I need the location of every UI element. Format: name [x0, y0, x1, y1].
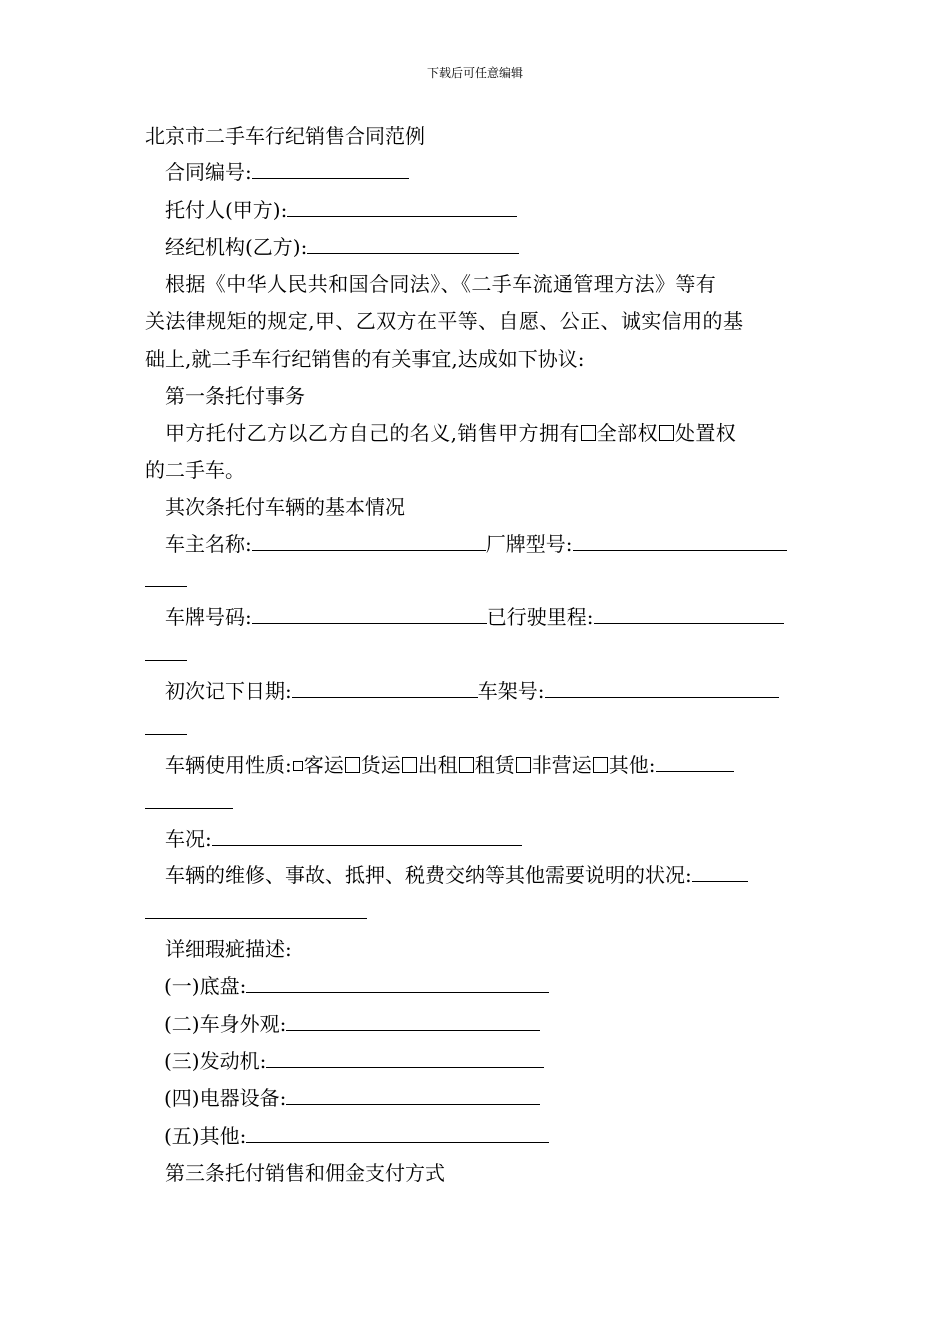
defect-engine-label: (三)发动机: [164, 1049, 267, 1073]
party-a-line [165, 197, 517, 223]
contract-number-field[interactable] [252, 160, 409, 179]
owner-brand-line [165, 531, 787, 557]
ownership-checkbox[interactable] [581, 425, 596, 441]
contract-number-line [165, 159, 409, 185]
repair-note-field-continued[interactable] [145, 918, 367, 919]
use-nature-line [165, 752, 734, 778]
condition-line [165, 826, 522, 852]
defect-chassis-label: (一)底盘: [164, 974, 247, 998]
defect-electrical-field[interactable] [286, 1086, 540, 1105]
mileage-field-continued[interactable] [145, 660, 187, 661]
article-1-text: 甲方托付乙方以乙方自己的名义,销售甲方拥有 [165, 421, 580, 445]
disposal-checkbox[interactable] [659, 425, 674, 441]
passenger-label: 客运 [303, 753, 344, 777]
frame-number-field[interactable] [545, 679, 779, 698]
plate-number-label: 车牌号码: [165, 605, 252, 629]
article-2-title: 其次条托付车辆的基本情况 [165, 495, 405, 519]
intro-line-3: 础上,就二手车行纪销售的有关事宜,达成如下协议: [145, 347, 585, 371]
brand-model-field-continued[interactable] [145, 586, 187, 587]
frame-number-field-continued[interactable] [145, 734, 187, 735]
non-operating-label: 非营运 [531, 753, 592, 777]
defect-body-label: (二)车身外观: [164, 1012, 287, 1036]
owner-name-field[interactable] [252, 532, 486, 551]
registration-frame-line [165, 678, 779, 704]
party-b-line [165, 234, 519, 260]
repair-note-label: 车辆的维修、事故、抵押、税费交纳等其他需要说明的状况: [165, 863, 692, 887]
other-use-checkbox[interactable] [593, 757, 608, 773]
article-1-title: 第一条托付事务 [165, 384, 305, 408]
article-1-line-2: 的二手车。 [145, 458, 245, 482]
lease-checkbox[interactable] [459, 757, 474, 773]
repair-note-field[interactable] [692, 863, 748, 882]
defect-electrical-label: (四)电器设备: [164, 1086, 287, 1110]
condition-label: 车况: [165, 827, 212, 851]
defect-body-field[interactable] [286, 1012, 540, 1031]
defect-title: 详细瑕疵描述: [165, 937, 292, 961]
use-nature-label: 车辆使用性质: [165, 753, 292, 777]
repair-note-line [165, 862, 748, 888]
party-b-field[interactable] [307, 235, 519, 254]
first-registration-field[interactable] [292, 679, 478, 698]
freight-checkbox[interactable] [345, 757, 360, 773]
defect-other-label: (五)其他: [164, 1124, 247, 1148]
passenger-checkbox[interactable] [293, 761, 303, 771]
mileage-label: 已行驶里程: [486, 605, 594, 629]
document-title: 北京市二手车行纪销售合同范例 [145, 124, 425, 148]
lease-label: 租赁 [474, 753, 515, 777]
defect-engine-line [164, 1048, 544, 1074]
other-use-label: 其他: [608, 753, 656, 777]
brand-model-label: 厂牌型号: [485, 532, 573, 556]
defect-electrical-line [164, 1085, 540, 1111]
page-header-note: 下载后可任意编辑 [426, 66, 523, 80]
condition-field[interactable] [212, 827, 522, 846]
defect-body-line [164, 1011, 540, 1037]
defect-chassis-line [164, 973, 549, 999]
owner-name-label: 车主名称: [165, 532, 252, 556]
plate-number-field[interactable] [252, 605, 487, 624]
party-a-field[interactable] [287, 198, 517, 217]
party-a-label: 托付人(甲方): [165, 198, 288, 222]
plate-mileage-line [165, 604, 784, 630]
taxi-checkbox[interactable] [402, 757, 417, 773]
other-use-field[interactable] [656, 753, 734, 772]
defect-other-line [164, 1123, 549, 1149]
intro-line-1: 根据《中华人民共和国合同法》、《二手车流通管理方法》等有 [165, 272, 717, 296]
defect-other-field[interactable] [246, 1124, 549, 1143]
non-operating-checkbox[interactable] [516, 757, 531, 773]
ownership-label: 全部权 [596, 421, 658, 445]
brand-model-field[interactable] [573, 532, 787, 551]
party-b-label: 经纪机构(乙方): [165, 235, 308, 259]
mileage-field[interactable] [594, 605, 784, 624]
intro-line-2: 关法律规矩的规定,甲、乙双方在平等、自愿、公正、诚实信用的基 [145, 309, 744, 333]
taxi-label: 出租 [417, 753, 458, 777]
article-3-title: 第三条托付销售和佣金支付方式 [165, 1161, 445, 1185]
other-use-field-continued[interactable] [145, 808, 233, 809]
disposal-label: 处置权 [674, 421, 737, 445]
freight-label: 货运 [360, 753, 401, 777]
frame-number-label: 车架号: [477, 679, 545, 703]
defect-engine-field[interactable] [266, 1049, 544, 1068]
first-registration-label: 初次记下日期: [165, 679, 292, 703]
defect-chassis-field[interactable] [246, 974, 549, 993]
contract-number-label: 合同编号: [165, 160, 252, 184]
article-1-line-1 [165, 420, 736, 446]
